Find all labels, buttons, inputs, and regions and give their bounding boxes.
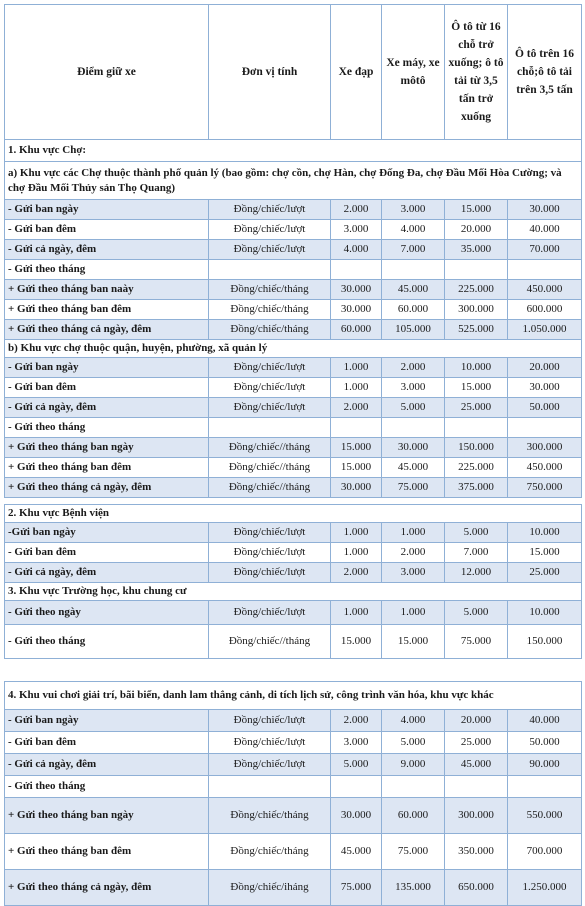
table-row xyxy=(5,776,582,798)
row-unit: Đồng/chiếc//tháng xyxy=(209,458,331,478)
row-label: - Gửi cả ngày, đêm xyxy=(5,398,209,418)
car-small-fee xyxy=(445,418,508,438)
car-large-fee: 450.000 xyxy=(508,280,582,300)
car-large-fee: 150.000 xyxy=(508,625,582,659)
row-unit: Đồng/chiếc//tháng xyxy=(209,438,331,458)
row-label: + Gửi theo tháng ban đêm xyxy=(5,300,209,320)
bicycle-fee: 15.000 xyxy=(331,458,382,478)
car-large-fee: 550.000 xyxy=(508,798,582,834)
bicycle-fee xyxy=(331,776,382,798)
table-row xyxy=(5,300,582,320)
row-label: + Gửi theo tháng ban ngày xyxy=(5,438,209,458)
section-header-row xyxy=(5,505,582,523)
motorbike-fee: 2.000 xyxy=(382,543,445,563)
row-label: - Gửi ban đêm xyxy=(5,732,209,754)
section-title: 2. Khu vực Bệnh viện xyxy=(5,505,582,523)
row-unit: Đồng/chiếc//tháng xyxy=(209,478,331,498)
row-label: + Gửi theo tháng cả ngày, đêm xyxy=(5,320,209,340)
bicycle-fee: 2.000 xyxy=(331,710,382,732)
row-unit: Đồng/chiếc/lượt xyxy=(209,710,331,732)
row-unit xyxy=(209,260,331,280)
row-unit: Đồng/chiếc/tháng xyxy=(209,280,331,300)
car-large-fee: 90.000 xyxy=(508,754,582,776)
bicycle-fee xyxy=(331,260,382,280)
row-label: - Gửi theo tháng xyxy=(5,418,209,438)
car-small-fee: 225.000 xyxy=(445,280,508,300)
table-row xyxy=(5,418,582,438)
bicycle-fee: 75.000 xyxy=(331,870,382,906)
table-row xyxy=(5,563,582,583)
bicycle-fee: 2.000 xyxy=(331,563,382,583)
bicycle-fee: 60.000 xyxy=(331,320,382,340)
row-unit: Đồng/chiếc/lượt xyxy=(209,220,331,240)
table-row xyxy=(5,870,582,906)
table-row xyxy=(5,732,582,754)
car-small-fee: 300.000 xyxy=(445,798,508,834)
bicycle-fee: 30.000 xyxy=(331,280,382,300)
row-unit: Đồng/chiếc/lượt xyxy=(209,754,331,776)
section-header-row xyxy=(5,583,582,601)
car-large-fee: 30.000 xyxy=(508,378,582,398)
car-small-fee: 7.000 xyxy=(445,543,508,563)
row-unit: Đồng/chiếc/tháng xyxy=(209,320,331,340)
car-large-fee: 600.000 xyxy=(508,300,582,320)
motorbike-fee: 135.000 xyxy=(382,870,445,906)
row-unit: Đồng/chiếc/lượt xyxy=(209,543,331,563)
row-unit: Đồng/chiếc/lượt xyxy=(209,358,331,378)
car-large-fee xyxy=(508,776,582,798)
motorbike-fee: 45.000 xyxy=(382,458,445,478)
car-large-fee: 70.000 xyxy=(508,240,582,260)
row-label: - Gửi cả ngày, đêm xyxy=(5,754,209,776)
row-label: - Gửi ban ngày xyxy=(5,200,209,220)
row-label: -Gửi ban ngày xyxy=(5,523,209,543)
bicycle-fee: 15.000 xyxy=(331,625,382,659)
table-row xyxy=(5,523,582,543)
table-row xyxy=(5,200,582,220)
row-unit: Đồng/chiếc/lượt xyxy=(209,732,331,754)
table-row xyxy=(5,601,582,625)
spacer-cell xyxy=(5,498,582,505)
bicycle-fee: 2.000 xyxy=(331,398,382,418)
header-bicycle: Xe đạp xyxy=(331,5,382,140)
car-small-fee: 525.000 xyxy=(445,320,508,340)
header-row xyxy=(5,5,582,140)
table-row xyxy=(5,478,582,498)
bicycle-fee: 3.000 xyxy=(331,220,382,240)
row-unit: Đồng/chiếc/tháng xyxy=(209,834,331,870)
row-unit: Đồng/chiếc/tháng xyxy=(209,798,331,834)
car-large-fee: 450.000 xyxy=(508,458,582,478)
motorbike-fee: 1.000 xyxy=(382,601,445,625)
row-unit: Đồng/chiếc/lượt xyxy=(209,398,331,418)
motorbike-fee: 3.000 xyxy=(382,563,445,583)
motorbike-fee: 30.000 xyxy=(382,438,445,458)
car-large-fee: 40.000 xyxy=(508,710,582,732)
car-small-fee: 75.000 xyxy=(445,625,508,659)
car-small-fee: 225.000 xyxy=(445,458,508,478)
spacer-cell xyxy=(5,659,582,682)
section-header-row xyxy=(5,140,582,162)
header-location: Điểm giữ xe xyxy=(5,5,209,140)
row-label: - Gửi ban đêm xyxy=(5,378,209,398)
row-label: + Gửi theo tháng ban đêm xyxy=(5,834,209,870)
motorbike-fee: 5.000 xyxy=(382,732,445,754)
motorbike-fee: 75.000 xyxy=(382,478,445,498)
header-car-small: Ô tô từ 16 chỗ trở xuống; ô tô tải từ 3,5 tấn trở xuống xyxy=(445,5,508,140)
section-title: 3. Khu vực Trường học, khu chung cư xyxy=(5,583,582,601)
row-unit: Đồng/chiếc/lượt xyxy=(209,378,331,398)
row-label: - Gửi cả ngày, đêm xyxy=(5,240,209,260)
motorbike-fee: 1.000 xyxy=(382,523,445,543)
car-large-fee: 50.000 xyxy=(508,398,582,418)
row-label: + Gửi theo tháng cả ngày, đêm xyxy=(5,478,209,498)
row-label: - Gửi theo tháng xyxy=(5,260,209,280)
row-unit: Đồng/chiếc/iháng xyxy=(209,870,331,906)
car-small-fee xyxy=(445,260,508,280)
row-unit: Đồng/chiếc/lượt xyxy=(209,200,331,220)
bicycle-fee: 5.000 xyxy=(331,754,382,776)
motorbike-fee: 45.000 xyxy=(382,280,445,300)
car-small-fee: 20.000 xyxy=(445,220,508,240)
car-small-fee: 45.000 xyxy=(445,754,508,776)
table-row xyxy=(5,625,582,659)
bicycle-fee: 1.000 xyxy=(331,358,382,378)
table-row xyxy=(5,798,582,834)
car-large-fee: 40.000 xyxy=(508,220,582,240)
car-large-fee: 700.000 xyxy=(508,834,582,870)
group-header-row xyxy=(5,340,582,358)
car-large-fee: 300.000 xyxy=(508,438,582,458)
car-small-fee: 300.000 xyxy=(445,300,508,320)
row-label: - Gửi cả ngày, đêm xyxy=(5,563,209,583)
table-row xyxy=(5,378,582,398)
car-small-fee: 375.000 xyxy=(445,478,508,498)
row-unit xyxy=(209,776,331,798)
table-row xyxy=(5,260,582,280)
motorbike-fee: 15.000 xyxy=(382,625,445,659)
car-large-fee: 10.000 xyxy=(508,601,582,625)
motorbike-fee: 7.000 xyxy=(382,240,445,260)
bicycle-fee: 45.000 xyxy=(331,834,382,870)
car-small-fee: 35.000 xyxy=(445,240,508,260)
table-body xyxy=(5,140,582,906)
section-title: 1. Khu vực Chợ: xyxy=(5,140,582,162)
motorbike-fee: 3.000 xyxy=(382,378,445,398)
table-row xyxy=(5,320,582,340)
car-small-fee: 25.000 xyxy=(445,398,508,418)
table-row xyxy=(5,754,582,776)
motorbike-fee: 75.000 xyxy=(382,834,445,870)
row-label: - Gửi ban đêm xyxy=(5,543,209,563)
motorbike-fee xyxy=(382,418,445,438)
group-header-row xyxy=(5,162,582,200)
row-label: - Gửi theo tháng xyxy=(5,776,209,798)
parking-fee-table xyxy=(4,4,582,906)
car-small-fee: 15.000 xyxy=(445,378,508,398)
car-large-fee: 15.000 xyxy=(508,543,582,563)
row-unit: Đồng/chiếc/lượt xyxy=(209,523,331,543)
row-label: - Gửi ban ngày xyxy=(5,710,209,732)
header-car-large: Ô tô trên 16 chỗ;ô tô tải trên 3,5 tấn xyxy=(508,5,582,140)
car-small-fee: 5.000 xyxy=(445,523,508,543)
bicycle-fee: 30.000 xyxy=(331,300,382,320)
table-row xyxy=(5,240,582,260)
bicycle-fee: 1.000 xyxy=(331,523,382,543)
bicycle-fee: 1.000 xyxy=(331,601,382,625)
row-label: - Gửi theo tháng xyxy=(5,625,209,659)
table-row xyxy=(5,398,582,418)
bicycle-fee xyxy=(331,418,382,438)
motorbike-fee: 4.000 xyxy=(382,710,445,732)
motorbike-fee: 5.000 xyxy=(382,398,445,418)
bicycle-fee: 1.000 xyxy=(331,378,382,398)
row-unit: Đồng/chiếc/lượt xyxy=(209,240,331,260)
bicycle-fee: 1.000 xyxy=(331,543,382,563)
motorbike-fee: 9.000 xyxy=(382,754,445,776)
car-small-fee: 10.000 xyxy=(445,358,508,378)
car-large-fee: 20.000 xyxy=(508,358,582,378)
car-small-fee: 15.000 xyxy=(445,200,508,220)
header-motorbike: Xe máy, xe môtô xyxy=(382,5,445,140)
bicycle-fee: 30.000 xyxy=(331,798,382,834)
row-label: + Gửi theo tháng ban đêm xyxy=(5,458,209,478)
car-small-fee: 25.000 xyxy=(445,732,508,754)
row-label: - Gửi theo ngày xyxy=(5,601,209,625)
row-unit xyxy=(209,418,331,438)
table-row xyxy=(5,220,582,240)
car-small-fee: 650.000 xyxy=(445,870,508,906)
car-small-fee: 5.000 xyxy=(445,601,508,625)
car-small-fee xyxy=(445,776,508,798)
section-spacer xyxy=(5,498,582,505)
motorbike-fee xyxy=(382,260,445,280)
table-row xyxy=(5,358,582,378)
row-unit: Đồng/chiếc/tháng xyxy=(209,300,331,320)
table-row xyxy=(5,438,582,458)
table-row xyxy=(5,280,582,300)
motorbike-fee: 105.000 xyxy=(382,320,445,340)
row-label: - Gửi ban đêm xyxy=(5,220,209,240)
bicycle-fee: 15.000 xyxy=(331,438,382,458)
motorbike-fee: 60.000 xyxy=(382,798,445,834)
motorbike-fee xyxy=(382,776,445,798)
car-large-fee: 10.000 xyxy=(508,523,582,543)
bicycle-fee: 2.000 xyxy=(331,200,382,220)
motorbike-fee: 3.000 xyxy=(382,200,445,220)
header-unit: Đơn vị tính xyxy=(209,5,331,140)
row-label: + Gửi theo tháng ban ngày xyxy=(5,798,209,834)
section-title: 4. Khu vui chơi giải trí, bãi biển, danh lam thắng cảnh, di tích lịch sử, công trình văn hóa, khu vực khác xyxy=(5,682,582,710)
bicycle-fee: 3.000 xyxy=(331,732,382,754)
row-unit: Đồng/chiếc/lượt xyxy=(209,601,331,625)
car-large-fee: 750.000 xyxy=(508,478,582,498)
row-unit: Đồng/chiếc//tháng xyxy=(209,625,331,659)
group-title: a) Khu vực các Chợ thuộc thành phố quản lý (bao gồm: chợ cồn, chợ Hàn, chợ Đống Đa, chợ Đầu Mối Hòa Cường; và chợ Đầu Mối Thủy sản Thọ Quang) xyxy=(5,162,582,200)
car-large-fee: 50.000 xyxy=(508,732,582,754)
motorbike-fee: 60.000 xyxy=(382,300,445,320)
car-small-fee: 20.000 xyxy=(445,710,508,732)
car-large-fee xyxy=(508,418,582,438)
table-row xyxy=(5,834,582,870)
table-row xyxy=(5,710,582,732)
car-large-fee: 25.000 xyxy=(508,563,582,583)
bicycle-fee: 4.000 xyxy=(331,240,382,260)
motorbike-fee: 2.000 xyxy=(382,358,445,378)
car-small-fee: 12.000 xyxy=(445,563,508,583)
row-label: + Gửi theo tháng ban naày xyxy=(5,280,209,300)
section-spacer xyxy=(5,659,582,682)
table-row xyxy=(5,458,582,478)
bicycle-fee: 30.000 xyxy=(331,478,382,498)
table-row xyxy=(5,543,582,563)
car-large-fee: 30.000 xyxy=(508,200,582,220)
row-unit: Đồng/chiếc/lượt xyxy=(209,563,331,583)
row-label: + Gửi theo tháng cả ngày, đêm xyxy=(5,870,209,906)
group-title: b) Khu vực chợ thuộc quận, huyện, phường, xã quản lý xyxy=(5,340,582,358)
motorbike-fee: 4.000 xyxy=(382,220,445,240)
car-small-fee: 150.000 xyxy=(445,438,508,458)
car-large-fee xyxy=(508,260,582,280)
car-small-fee: 350.000 xyxy=(445,834,508,870)
row-label: - Gửi ban ngày xyxy=(5,358,209,378)
car-large-fee: 1.050.000 xyxy=(508,320,582,340)
section-header-row xyxy=(5,682,582,710)
car-large-fee: 1.250.000 xyxy=(508,870,582,906)
